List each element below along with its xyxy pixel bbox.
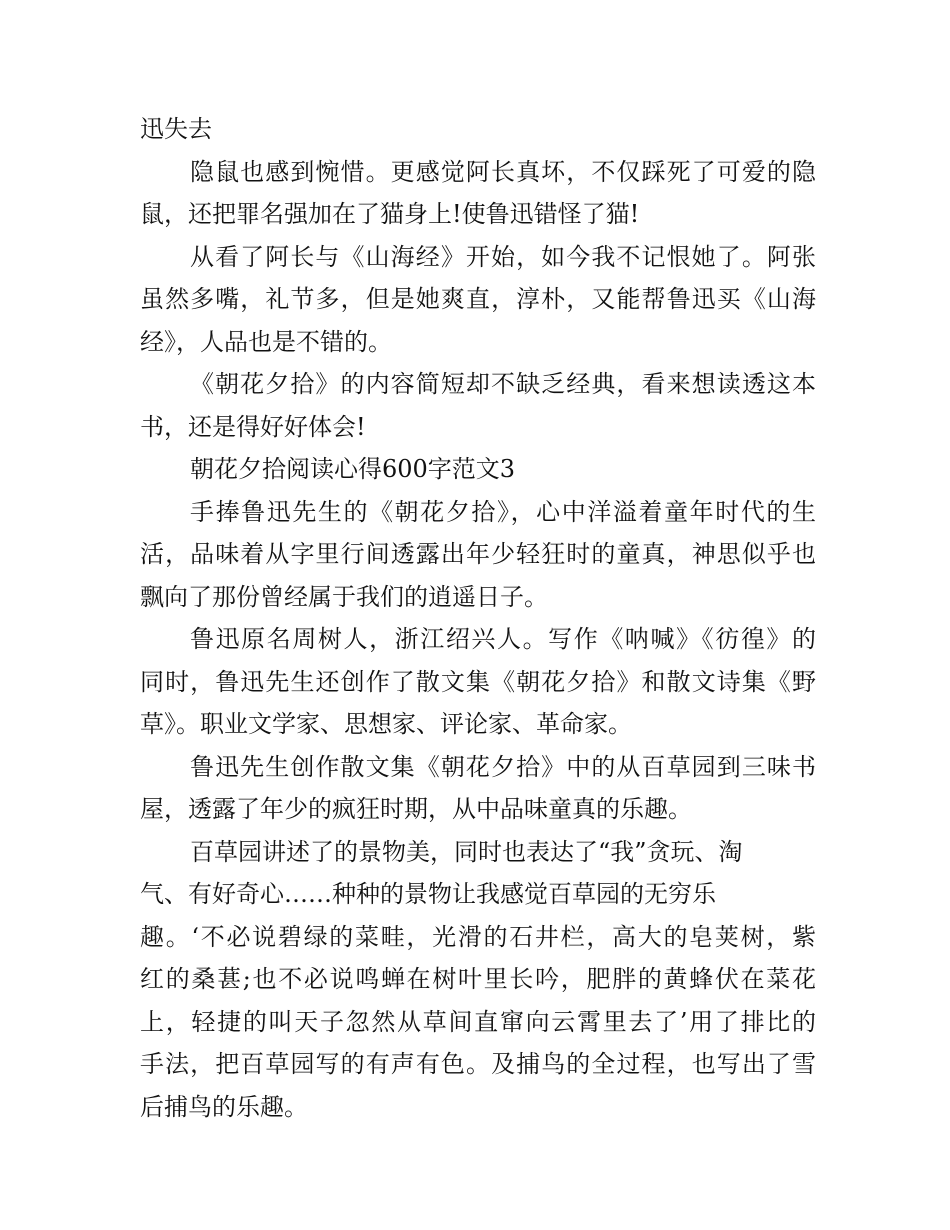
text-line: 虽然多嘴，礼节多，但是她爽直，淳朴，又能帮鲁迅买《山海 <box>140 285 816 313</box>
text-line: 气、有好奇心……种种的景物让我感觉百草园的无穷乐 <box>140 880 716 908</box>
text-line: 书，还是得好好体会! <box>140 412 366 441</box>
text-line: 上，轻捷的叫天子忽然从草间直窜向云霄里去了’用了排比的 <box>140 1007 816 1036</box>
body-text <box>140 108 816 1128</box>
text-line: 同时，鲁迅先生还创作了散文集《朝花夕拾》和散文诗集《野 <box>140 667 816 696</box>
text-line: 隐鼠也感到惋惜。更感觉阿长真坏，不仅踩死了可爱的隐 <box>190 157 816 186</box>
text-line: 趣。‘不必说碧绿的菜畦，光滑的石井栏，高大的皂荚树，紫 <box>140 922 816 951</box>
text-line: 手捧鲁迅先生的《朝花夕拾》，心中洋溢着童年时代的生 <box>190 497 816 526</box>
text-line: 后捕鸟的乐趣。 <box>140 1092 308 1121</box>
text-line: 从看了阿长与《山海经》开始，如今我不记恨她了。阿张 <box>190 242 816 271</box>
text-line: 飘向了那份曾经属于我们的逍遥日子。 <box>140 582 548 611</box>
text-line: 屋，透露了年少的疯狂时期，从中品味童真的乐趣。 <box>140 795 692 823</box>
text-line: 迅失去 <box>140 115 212 143</box>
text-line: 鲁迅先生创作散文集《朝花夕拾》中的从百草园到三味书 <box>190 752 816 781</box>
text-line: 鲁迅原名周树人，浙江绍兴人。写作《呐喊》《彷徨》的 <box>190 625 816 653</box>
text-line: 经》，人品也是不错的。 <box>140 327 392 356</box>
text-line: 手法，把百草园写的有声有色。及捕鸟的全过程，也写出了雪 <box>140 1050 816 1078</box>
text-line: 红的桑葚;也不必说鸣蝉在树叶里长吟，肥胖的黄蜂伏在菜花 <box>140 965 816 993</box>
text-line: 《朝花夕拾》的内容简短却不缺乏经典，看来想读透这本 <box>190 370 816 398</box>
text-line: 百草园讲述了的景物美，同时也表达了“我”贪玩、淘 <box>190 837 743 866</box>
text-line: 草》。职业文学家、思想家、评论家、革命家。 <box>140 710 632 738</box>
section-heading: 朝花夕拾阅读心得600字范文3 <box>190 455 516 483</box>
text-line: 鼠，还把罪名强加在了猫身上!使鲁迅错怪了猫! <box>140 200 640 228</box>
text-line: 活，品味着从字里行间透露出年少轻狂时的童真，神思似乎也 <box>140 540 816 568</box>
